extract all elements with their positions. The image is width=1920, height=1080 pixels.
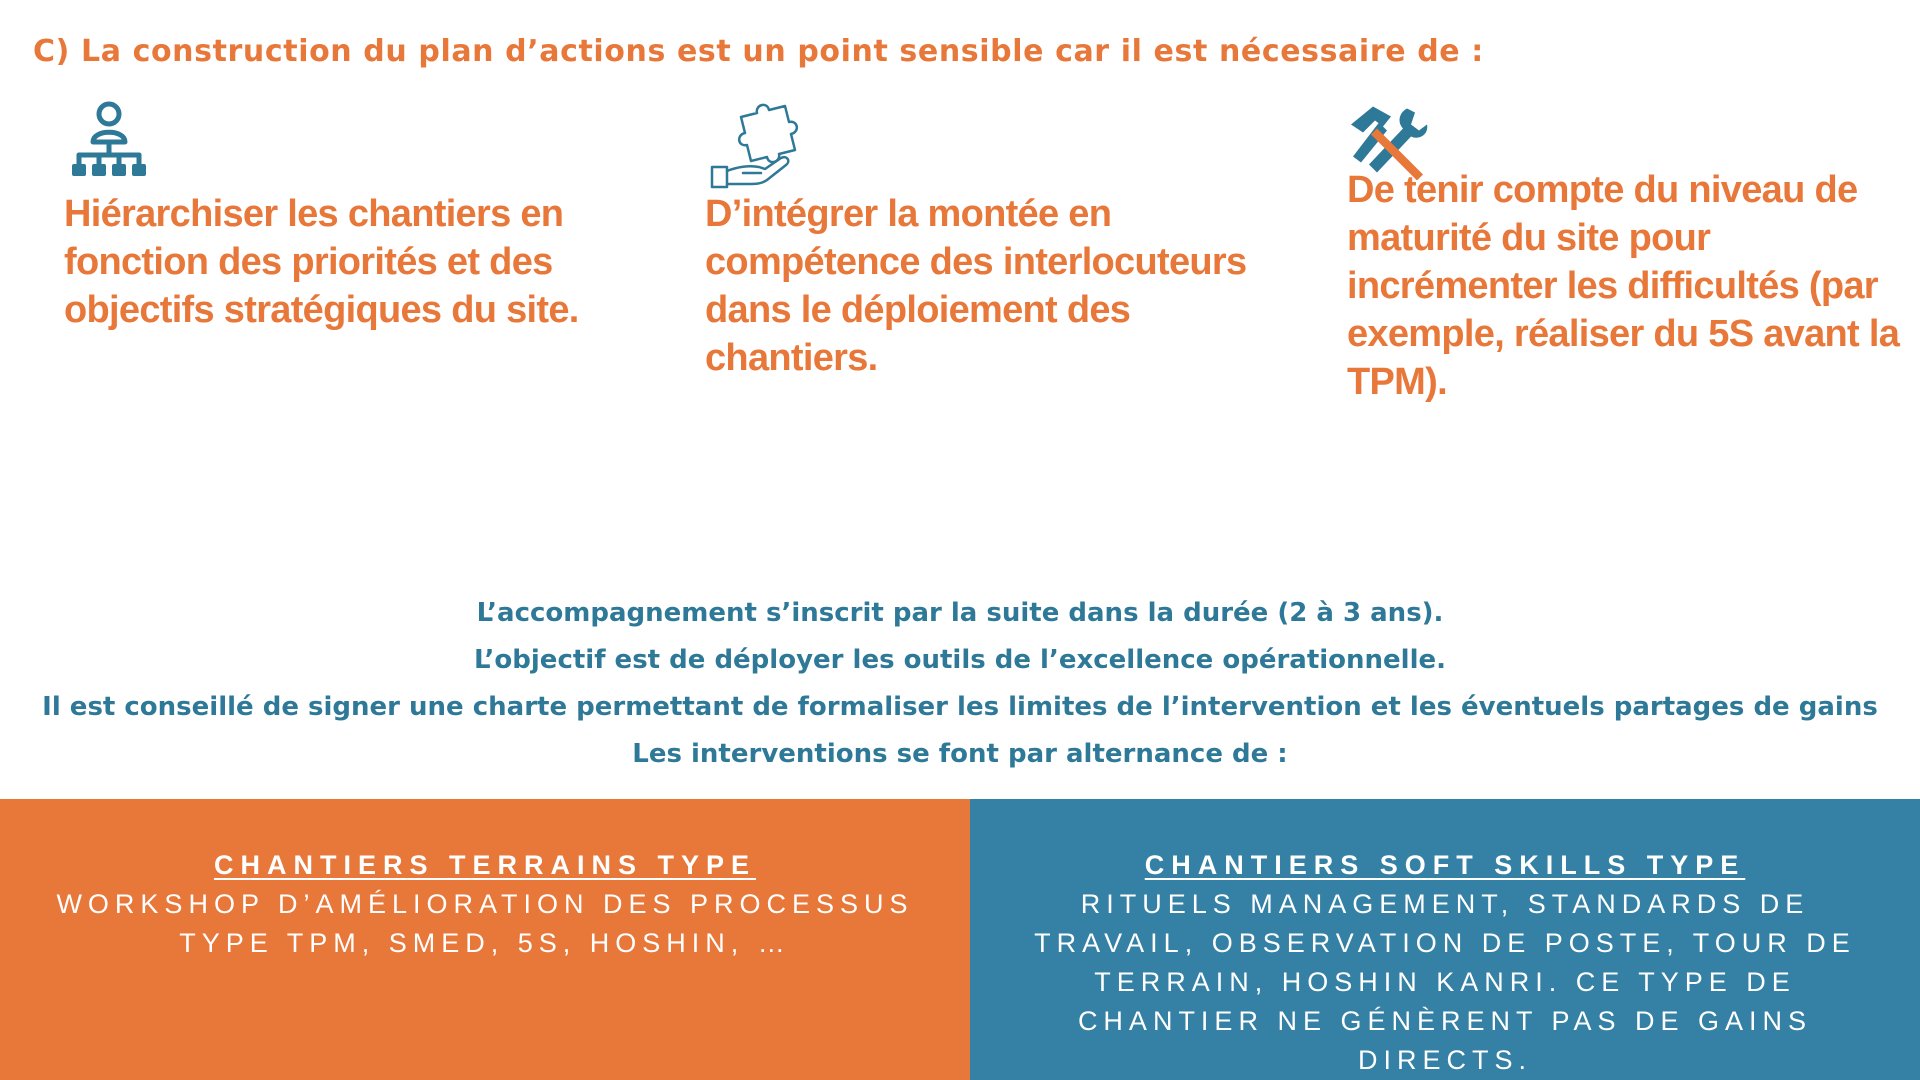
intro-line: L’accompagnement s’inscrit par la suite dans la durée (2 à 3 ans). (476, 598, 1444, 628)
panel-chantiers-terrains (0, 799, 970, 1080)
panel-body: RITUELS MANAGEMENT, STANDARDS DE TRAVAIL, OBSERVATION DE POSTE, TOUR DE TERRAIN, HOSHIN KANRI. CE TYPE DE CHANTIER NE GÉNÈRENT PAS DE GAINS DIRECTS. (1034, 889, 1856, 1075)
panel-body: WORKSHOP D’AMÉLIORATION DES PROCESSUS TYPE TPM, SMED, 5S, HOSHIN, … (56, 889, 914, 958)
panel-title: CHANTIERS SOFT SKILLS TYPE (1144, 850, 1746, 880)
point-tenir-compte (1347, 95, 1907, 406)
panel-chantiers-soft-skills (970, 799, 1920, 1080)
panel-title: CHANTIERS TERRAINS TYPE (213, 850, 757, 880)
point-hierarchiser (64, 95, 664, 334)
puzzle-hand-icon (705, 95, 815, 190)
hierarchy-icon (64, 95, 154, 190)
intro-line: Il est conseillé de signer une charte permettant de formaliser les limites de l’intervention et les éventuels partages de gains (42, 692, 1878, 722)
intro-line: Les interventions se font par alternance de : (632, 739, 1288, 769)
point-text: Hiérarchiser les chantiers en fonction des priorités et des objectifs stratégiques du site. (64, 193, 579, 331)
point-text: D’intégrer la montée en compétence des interlocuteurs dans le déploiement des chantiers. (705, 193, 1247, 379)
point-integrer (705, 95, 1305, 382)
section-heading: C) La construction du plan d’actions est un point sensible car il est nécessaire de : (33, 34, 1484, 69)
intro-line: L’objectif est de déployer les outils de l’excellence opérationnelle. (473, 645, 1447, 675)
intro-paragraph (0, 590, 1920, 778)
point-text: De tenir compte du niveau de maturité du site pour incrémenter les difficultés (par exemple, réaliser du 5S avant la TPM). (1347, 169, 1900, 403)
